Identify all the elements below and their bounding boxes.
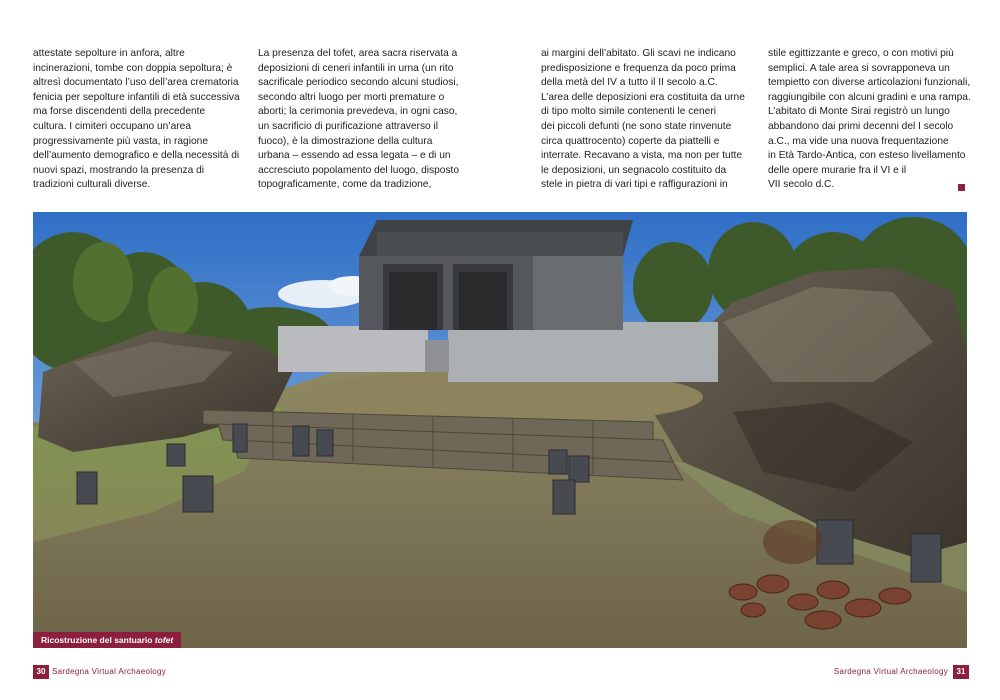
- text-line: le deposizioni, un segnacolo costituito da: [541, 164, 727, 176]
- text-line: La presenza del tofet, area sacra riservata a: [258, 48, 458, 59]
- running-title-right: Sardegna Virtual Archaeology: [833, 667, 948, 676]
- text-line: altresì documentato l’uso dell’area crematoria: [33, 77, 239, 89]
- text-line: tempietto con diverse articolazioni funzionali,: [768, 77, 971, 89]
- text-line: L’area delle deposizioni era costituita da urne: [541, 91, 745, 103]
- running-title-left: Sardegna Virtual Archaeology: [52, 667, 167, 676]
- text-line: predisposizione e frequenza da poco prima: [541, 62, 736, 74]
- text-line: nuovi spazi, mostrando la presenza di: [33, 164, 205, 176]
- text-line: ai margini dell’abitato. Gli scavi ne indicano: [541, 48, 736, 59]
- text-line: incinerazioni, tombe con doppia sepoltura; è: [33, 62, 233, 74]
- text-line: in Età Tardo-Antica, con esteso livellamento: [768, 150, 966, 162]
- text-column-4: [768, 47, 978, 193]
- text-line: accresciuto popolamento del luogo, disposto: [258, 164, 460, 176]
- text-line: semplici. A tale area si sovrapponeva un: [768, 62, 950, 74]
- text-line: aborti; la cerimonia prevedeva, in ogni caso,: [258, 106, 458, 118]
- text-line: fuoco), è la dimostrazione della cultura: [258, 135, 433, 147]
- text-line: cultura. I cimiteri occupano un’area: [33, 120, 191, 132]
- text-line: deposizioni di ceneri infantili in urna (un rito: [258, 62, 454, 74]
- caption-text: Ricostruzione del santuario: [41, 635, 155, 645]
- text-line: delle opere murarie fra il VI e il: [768, 164, 907, 176]
- text-line: ma forse discendenti della precedente: [33, 106, 206, 118]
- text-line: stile egittizzante e greco, o con motivi più: [768, 48, 954, 59]
- text-line: sacrificale periodico secondo alcuni studiosi,: [258, 77, 459, 89]
- text-line: attestate sepolture in anfora, altre: [33, 48, 185, 59]
- text-line: a.C., ma vide una nuova frequentazione: [768, 135, 949, 147]
- figure-caption: [33, 632, 181, 648]
- text-line: dell’aumento demografico e della necessità di: [33, 150, 240, 162]
- text-line: VII secolo d.C.: [768, 179, 835, 191]
- text-line: urbana – essendo ad essa legata – e di un: [258, 150, 451, 162]
- text-line: topograficamente, come da tradizione,: [258, 179, 432, 191]
- text-column-2: [258, 47, 468, 193]
- text-line: secondo altri luogo per morti premature o: [258, 91, 445, 103]
- text-line: stele in pietra di vari tipi e raffigurazioni in: [541, 179, 728, 191]
- text-line: di tipo molto simile contenenti le ceneri: [541, 106, 716, 118]
- end-of-article-mark: [958, 184, 965, 191]
- text-line: interrate. Recavano a vista, ma non per tutte: [541, 150, 743, 162]
- text-line: L’abitato di Monte Sirai registrò un lungo: [768, 106, 950, 118]
- text-line: progressivamente più vasta, in ragione: [33, 135, 208, 147]
- text-line: raggiungibile con alcuni gradini e una rampa.: [768, 91, 971, 103]
- page-number-right: 31: [953, 665, 969, 679]
- text-column-3: [541, 47, 751, 193]
- caption-emphasis: tofet: [154, 635, 174, 645]
- text-line: abbandono dai primi decenni del I secolo: [768, 120, 954, 132]
- text-line: fenicia per sepolture infantili di età successiva: [33, 91, 240, 103]
- text-line: dei piccoli defunti (ne sono state rinvenute: [541, 120, 732, 132]
- text-line: tradizioni culturali diverse.: [33, 179, 151, 191]
- text-line: della metà del IV a tutto il II secolo a.C.: [541, 77, 718, 89]
- text-column-1: [33, 47, 243, 193]
- page-number-left: 30: [33, 665, 49, 679]
- tofet-reconstruction-image: [33, 212, 967, 648]
- text-line: circa quattrocento) coperte da piattelli e: [541, 135, 720, 147]
- text-line: un sacrificio di purificazione attraverso il: [258, 120, 439, 132]
